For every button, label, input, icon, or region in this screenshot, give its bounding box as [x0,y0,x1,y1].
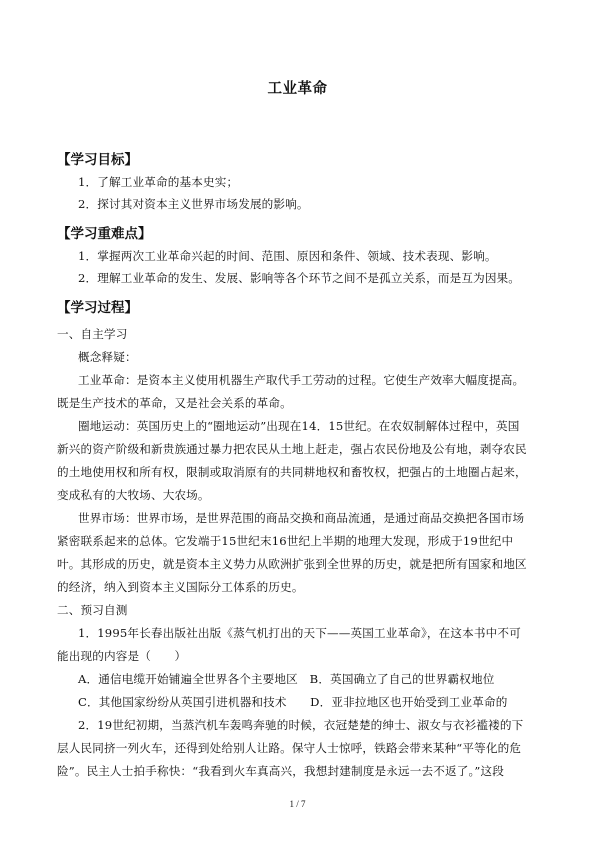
page-number: 1 / 7 [289,799,306,809]
keypoint-item: 2．理解工业革命的发生、发展、影响等各个环节之间不是孤立关系，而是互为因果。 [78,271,521,285]
paragraph-line: 新兴的资产阶级和新贵族通过暴力把农民从土地上赶走，强占农民份地及公有地，剥夺农民 [57,442,527,456]
paragraph-line: 工业革命：是资本主义使用机器生产取代手工劳动的过程。它使生产效率大幅度提高。 [78,373,525,387]
paragraph-line: 圈地运动：英国历史上的“圈地运动”出现在14．15世纪。在农奴制解体过程中，英国 [78,419,520,433]
question-line: 能出现的内容是（ ） [57,649,187,663]
document-title: 工业革命 [267,80,328,97]
paragraph-line: 的经济，纳入到资本主义国际分工体系的历史。 [57,580,304,594]
paragraph-line: 紧密联系起来的总体。它发端于15世纪末16世纪上半期的地理大发现，形成于19世纪中 [57,534,514,548]
answer-options-line: C．其他国家纷纷从英国引进机器和技术 D．亚非拉地区也开始受到工业革命的 [78,695,508,709]
keypoint-item: 1．掌握两次工业革命兴起的时间、范围、原因和条件、领域、技术表现、影响。 [78,249,497,263]
paragraph-line: 的土地使用权和所有权，限制或取消原有的共同耕地权和畜牧权，把强占的土地圈占起来， [57,465,527,479]
section-heading-process: 【学习过程】 [57,300,138,316]
question-line: 2．19世纪初期，当蒸汽机车轰鸣奔驰的时候，衣冠楚楚的绅士、淑女与衣衫褴褛的下 [78,718,524,732]
question-line: 1．1995年长春出版社出版《蒸气机打出的天下——英国工业革命》，在这本书中不可 [78,626,521,640]
section-heading-keypoints: 【学习重难点】 [57,226,152,242]
paragraph-line: 世界市场：世界市场，是世界范围的商品交换和商品流通，是通过商品交换把各国市场 [78,511,525,525]
subsection-heading: 二、预习自测 [57,603,128,617]
section-heading-goals: 【学习目标】 [57,152,138,168]
paragraph-line: 概念释疑： [78,350,137,364]
question-line: 险”。民主人士拍手称快：“我看到火车真高兴，我想封建制度是永远一去不返了。”这段 [57,764,504,778]
paragraph-line: 叶。其形成的历史，就是资本主义势力从欧洲扩张到全世界的历史，就是把所有国家和地区 [57,557,527,571]
paragraph-line: 既是生产技术的革命，又是社会关系的革命。 [57,396,292,410]
subsection-heading: 一、自主学习 [57,327,128,341]
goal-item: 2．探讨其对资本主义世界市场发展的影响。 [78,197,309,211]
question-line: 层人民同挤一列火车，还得到处给别人让路。保守人士惊呼，铁路会带来某种“平等化的危 [57,741,522,755]
paragraph-line: 变成私有的大牧场、大农场。 [57,488,210,502]
goal-item: 1．了解工业革命的基本史实； [78,175,239,189]
answer-options-line: A．通信电缆开始铺遍全世界各个主要地区 B．英国确立了自己的世界霸权地位 [78,672,495,686]
